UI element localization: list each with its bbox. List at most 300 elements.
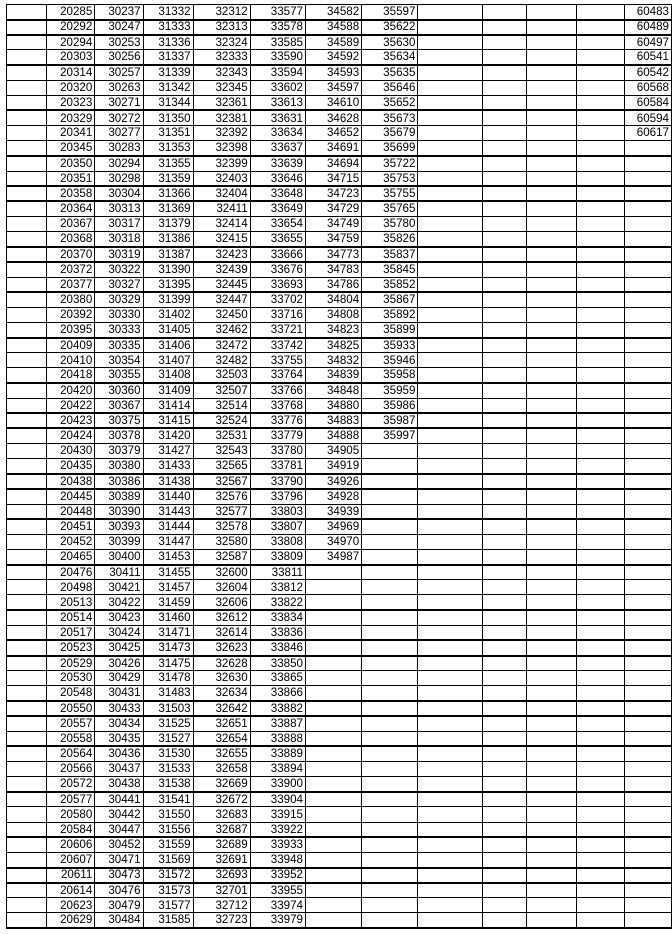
table-cell	[7, 746, 47, 761]
table-cell	[7, 686, 47, 701]
table-cell: 30333	[95, 322, 143, 337]
table-cell	[418, 277, 483, 292]
table-cell	[624, 777, 671, 792]
table-cell: 33979	[250, 913, 305, 928]
table-cell	[624, 262, 671, 277]
table-cell	[418, 383, 483, 398]
table-cell: 30313	[95, 201, 143, 216]
table-cell	[576, 701, 624, 716]
table-cell: 20367	[47, 216, 95, 231]
table-cell	[624, 201, 671, 216]
table-cell	[576, 262, 624, 277]
table-cell	[526, 368, 576, 383]
table-cell: 32403	[193, 171, 250, 186]
table-cell: 34823	[306, 322, 362, 337]
table-cell: 33590	[250, 50, 305, 65]
table-cell	[483, 731, 527, 746]
table-cell	[483, 307, 527, 322]
table-cell	[526, 171, 576, 186]
table-cell: 32524	[193, 413, 250, 428]
table-cell	[418, 262, 483, 277]
table-cell: 31405	[143, 322, 193, 337]
table-cell	[418, 852, 483, 867]
table-cell	[306, 822, 362, 837]
table-cell: 30335	[95, 338, 143, 353]
table-cell: 30237	[95, 5, 143, 20]
table-cell: 30322	[95, 262, 143, 277]
table-cell: 20607	[47, 852, 95, 867]
table-row	[7, 428, 672, 443]
table-cell	[526, 413, 576, 428]
table-cell: 35986	[362, 398, 418, 413]
table-cell	[576, 459, 624, 474]
table-cell	[362, 610, 418, 625]
table-row	[7, 746, 672, 761]
table-cell	[624, 413, 671, 428]
table-cell: 32447	[193, 292, 250, 307]
table-cell: 32445	[193, 277, 250, 292]
table-cell	[576, 534, 624, 549]
table-row	[7, 80, 672, 95]
table-cell: 33955	[250, 883, 305, 898]
table-cell: 34729	[306, 201, 362, 216]
table-cell	[624, 822, 671, 837]
table-cell	[362, 504, 418, 519]
table-cell: 32689	[193, 837, 250, 852]
table-cell	[418, 368, 483, 383]
table-cell: 20523	[47, 640, 95, 655]
table-cell	[624, 565, 671, 580]
table-cell: 30389	[95, 489, 143, 504]
table-row	[7, 141, 672, 156]
table-cell	[526, 95, 576, 110]
table-cell	[362, 474, 418, 489]
table-cell: 34773	[306, 247, 362, 262]
table-cell	[526, 489, 576, 504]
table-cell: 30330	[95, 307, 143, 322]
table-cell	[526, 504, 576, 519]
table-cell	[526, 883, 576, 898]
table-cell	[7, 110, 47, 125]
table-cell	[7, 595, 47, 610]
table-cell	[418, 534, 483, 549]
table-cell	[418, 731, 483, 746]
table-cell	[526, 20, 576, 35]
table-cell: 30367	[95, 398, 143, 413]
table-cell: 35755	[362, 186, 418, 201]
table-cell: 30452	[95, 837, 143, 852]
table-cell	[7, 126, 47, 141]
table-cell	[7, 428, 47, 443]
table-cell: 35987	[362, 413, 418, 428]
table-cell	[362, 913, 418, 928]
table-cell	[483, 792, 527, 807]
table-cell: 33846	[250, 640, 305, 655]
table-row	[7, 550, 672, 565]
table-cell	[418, 565, 483, 580]
table-row	[7, 216, 672, 231]
table-cell	[7, 322, 47, 337]
table-cell	[483, 701, 527, 716]
table-cell	[483, 413, 527, 428]
table-cell: 30484	[95, 913, 143, 928]
table-cell	[7, 383, 47, 398]
table-cell: 32399	[193, 156, 250, 171]
table-row	[7, 247, 672, 262]
table-cell: 33577	[250, 5, 305, 20]
table-cell: 31525	[143, 716, 193, 731]
table-cell	[483, 565, 527, 580]
table-cell: 32567	[193, 474, 250, 489]
table-cell: 31573	[143, 883, 193, 898]
table-cell: 60497	[624, 35, 671, 50]
table-cell: 31337	[143, 50, 193, 65]
table-cell	[483, 459, 527, 474]
table-cell	[7, 504, 47, 519]
table-cell	[576, 792, 624, 807]
table-cell	[526, 640, 576, 655]
table-cell: 30473	[95, 868, 143, 883]
table-row	[7, 731, 672, 746]
table-cell	[483, 746, 527, 761]
table-cell: 31433	[143, 459, 193, 474]
table-row	[7, 565, 672, 580]
table-cell	[483, 80, 527, 95]
table-cell	[362, 746, 418, 761]
table-cell	[418, 141, 483, 156]
table-cell	[7, 338, 47, 353]
table-cell	[526, 822, 576, 837]
table-cell	[418, 247, 483, 262]
table-cell	[624, 292, 671, 307]
table-cell	[526, 807, 576, 822]
table-cell: 35933	[362, 338, 418, 353]
table-cell: 32693	[193, 868, 250, 883]
table-cell: 31366	[143, 186, 193, 201]
table-cell	[7, 534, 47, 549]
table-cell	[576, 716, 624, 731]
table-row	[7, 837, 672, 852]
table-cell	[526, 731, 576, 746]
table-cell	[526, 307, 576, 322]
table-cell	[418, 762, 483, 777]
table-cell	[7, 883, 47, 898]
table-cell	[418, 822, 483, 837]
table-cell	[624, 625, 671, 640]
table-cell: 34848	[306, 383, 362, 398]
table-cell	[624, 247, 671, 262]
table-cell: 31407	[143, 353, 193, 368]
table-cell	[483, 65, 527, 80]
table-cell	[7, 777, 47, 792]
table-cell	[418, 580, 483, 595]
table-cell	[576, 322, 624, 337]
table-cell	[7, 20, 47, 35]
table-row	[7, 792, 672, 807]
table-row	[7, 474, 672, 489]
table-cell: 32683	[193, 807, 250, 822]
table-cell: 30434	[95, 716, 143, 731]
table-cell: 30256	[95, 50, 143, 65]
table-cell: 31585	[143, 913, 193, 928]
table-cell: 33716	[250, 307, 305, 322]
table-row	[7, 398, 672, 413]
table-cell	[576, 640, 624, 655]
table-cell: 31530	[143, 746, 193, 761]
table-cell: 30471	[95, 852, 143, 867]
table-cell	[362, 868, 418, 883]
table-cell	[418, 126, 483, 141]
table-row	[7, 883, 672, 898]
table-cell: 34759	[306, 232, 362, 247]
table-cell	[624, 186, 671, 201]
table-cell	[483, 444, 527, 459]
table-cell: 35652	[362, 95, 418, 110]
table-cell: 34832	[306, 353, 362, 368]
table-cell: 34928	[306, 489, 362, 504]
table-cell: 34715	[306, 171, 362, 186]
table-cell: 31386	[143, 232, 193, 247]
table-row	[7, 307, 672, 322]
table-cell: 32312	[193, 5, 250, 20]
table-cell	[624, 595, 671, 610]
table-cell: 33646	[250, 171, 305, 186]
table-cell: 33585	[250, 35, 305, 50]
table-cell: 34597	[306, 80, 362, 95]
table-cell	[526, 398, 576, 413]
table-cell	[7, 807, 47, 822]
table-cell	[526, 277, 576, 292]
table-cell: 31359	[143, 171, 193, 186]
table-cell: 32576	[193, 489, 250, 504]
table-cell: 20364	[47, 201, 95, 216]
table-cell: 31379	[143, 216, 193, 231]
table-cell: 31332	[143, 5, 193, 20]
table-cell: 33702	[250, 292, 305, 307]
table-cell: 31569	[143, 852, 193, 867]
table-cell	[624, 383, 671, 398]
table-cell: 35946	[362, 353, 418, 368]
table-cell	[624, 459, 671, 474]
table-cell: 20558	[47, 731, 95, 746]
table-cell: 30442	[95, 807, 143, 822]
table-cell: 33742	[250, 338, 305, 353]
table-cell	[483, 640, 527, 655]
table-cell: 32691	[193, 852, 250, 867]
table-cell	[576, 777, 624, 792]
table-cell: 30438	[95, 777, 143, 792]
table-cell: 32345	[193, 80, 250, 95]
table-cell: 20377	[47, 277, 95, 292]
table-cell	[362, 565, 418, 580]
table-cell	[624, 671, 671, 686]
table-cell	[483, 489, 527, 504]
table-row	[7, 852, 672, 867]
table-cell	[418, 610, 483, 625]
table-cell: 31457	[143, 580, 193, 595]
table-cell	[306, 852, 362, 867]
table-cell: 33648	[250, 186, 305, 201]
table-cell: 30435	[95, 731, 143, 746]
table-cell	[418, 110, 483, 125]
table-cell	[7, 141, 47, 156]
table-cell	[306, 716, 362, 731]
table-cell: 32313	[193, 20, 250, 35]
table-cell: 20351	[47, 171, 95, 186]
table-cell	[418, 50, 483, 65]
table-cell	[624, 656, 671, 671]
table-cell	[624, 640, 671, 655]
table-cell	[306, 883, 362, 898]
table-cell: 32462	[193, 322, 250, 337]
table-row	[7, 762, 672, 777]
table-cell	[483, 35, 527, 50]
table-cell	[576, 610, 624, 625]
table-cell	[362, 898, 418, 913]
table-cell: 30424	[95, 625, 143, 640]
table-cell	[483, 110, 527, 125]
table-cell	[418, 913, 483, 928]
table-cell: 34969	[306, 519, 362, 534]
table-cell	[362, 640, 418, 655]
table-cell	[576, 35, 624, 50]
table-cell	[483, 519, 527, 534]
table-row	[7, 716, 672, 731]
table-cell: 20513	[47, 595, 95, 610]
table-cell	[483, 762, 527, 777]
table-cell	[418, 550, 483, 565]
table-cell	[526, 868, 576, 883]
table-cell	[306, 762, 362, 777]
table-cell: 20476	[47, 565, 95, 580]
table-cell	[526, 550, 576, 565]
table-cell: 20372	[47, 262, 95, 277]
table-cell: 34589	[306, 35, 362, 50]
table-cell	[483, 807, 527, 822]
table-cell: 33649	[250, 201, 305, 216]
table-cell	[418, 595, 483, 610]
table-cell: 32531	[193, 428, 250, 443]
table-cell	[418, 459, 483, 474]
table-cell	[7, 156, 47, 171]
table-cell: 32439	[193, 262, 250, 277]
table-cell	[576, 762, 624, 777]
table-cell	[362, 701, 418, 716]
table-cell	[483, 716, 527, 731]
table-cell	[483, 822, 527, 837]
table-cell: 20564	[47, 746, 95, 761]
table-row	[7, 580, 672, 595]
table-cell: 33894	[250, 762, 305, 777]
table-cell	[418, 474, 483, 489]
table-cell: 32482	[193, 353, 250, 368]
table-cell	[624, 534, 671, 549]
table-cell	[526, 656, 576, 671]
table-cell	[576, 671, 624, 686]
table-cell	[7, 868, 47, 883]
table-cell	[576, 550, 624, 565]
table-cell	[526, 156, 576, 171]
table-cell	[483, 292, 527, 307]
table-cell	[526, 110, 576, 125]
table-cell	[418, 156, 483, 171]
table-row	[7, 338, 672, 353]
table-row	[7, 444, 672, 459]
table-row	[7, 262, 672, 277]
table-cell	[483, 428, 527, 443]
table-cell: 31339	[143, 65, 193, 80]
table-cell	[306, 580, 362, 595]
table-cell: 32398	[193, 141, 250, 156]
table-cell: 35597	[362, 5, 418, 20]
table-cell	[483, 5, 527, 20]
table-cell: 33803	[250, 504, 305, 519]
table-cell: 35867	[362, 292, 418, 307]
table-cell: 30441	[95, 792, 143, 807]
table-cell	[576, 383, 624, 398]
table-cell	[624, 837, 671, 852]
table-cell	[526, 322, 576, 337]
table-row	[7, 459, 672, 474]
table-cell: 20580	[47, 807, 95, 822]
table-cell	[624, 322, 671, 337]
table-cell: 30447	[95, 822, 143, 837]
table-cell: 32333	[193, 50, 250, 65]
table-cell	[526, 852, 576, 867]
table-cell	[7, 898, 47, 913]
table-cell	[7, 701, 47, 716]
table-cell: 20392	[47, 307, 95, 322]
table-cell: 31390	[143, 262, 193, 277]
table-cell	[418, 413, 483, 428]
table-cell: 32411	[193, 201, 250, 216]
table-cell	[7, 65, 47, 80]
table-cell: 30400	[95, 550, 143, 565]
table-cell	[418, 671, 483, 686]
table-cell	[418, 428, 483, 443]
table-cell	[576, 625, 624, 640]
table-cell: 32587	[193, 550, 250, 565]
table-cell	[362, 519, 418, 534]
table-cell	[526, 292, 576, 307]
table-cell: 34825	[306, 338, 362, 353]
table-cell	[418, 35, 483, 50]
table-cell: 31333	[143, 20, 193, 35]
table-cell	[418, 792, 483, 807]
table-cell: 31483	[143, 686, 193, 701]
table-cell: 30360	[95, 383, 143, 398]
table-cell: 20410	[47, 353, 95, 368]
table-cell	[526, 565, 576, 580]
table-cell: 33602	[250, 80, 305, 95]
table-cell: 31399	[143, 292, 193, 307]
table-cell: 20445	[47, 489, 95, 504]
table-cell: 33952	[250, 868, 305, 883]
table-cell	[526, 141, 576, 156]
table-cell	[576, 686, 624, 701]
table-cell: 33781	[250, 459, 305, 474]
table-cell	[362, 792, 418, 807]
table-cell: 20465	[47, 550, 95, 565]
table-cell: 30298	[95, 171, 143, 186]
table-cell	[483, 474, 527, 489]
table-cell	[362, 444, 418, 459]
table-cell	[418, 898, 483, 913]
table-cell	[526, 50, 576, 65]
table-cell	[7, 186, 47, 201]
table-cell: 33834	[250, 610, 305, 625]
table-cell	[7, 95, 47, 110]
